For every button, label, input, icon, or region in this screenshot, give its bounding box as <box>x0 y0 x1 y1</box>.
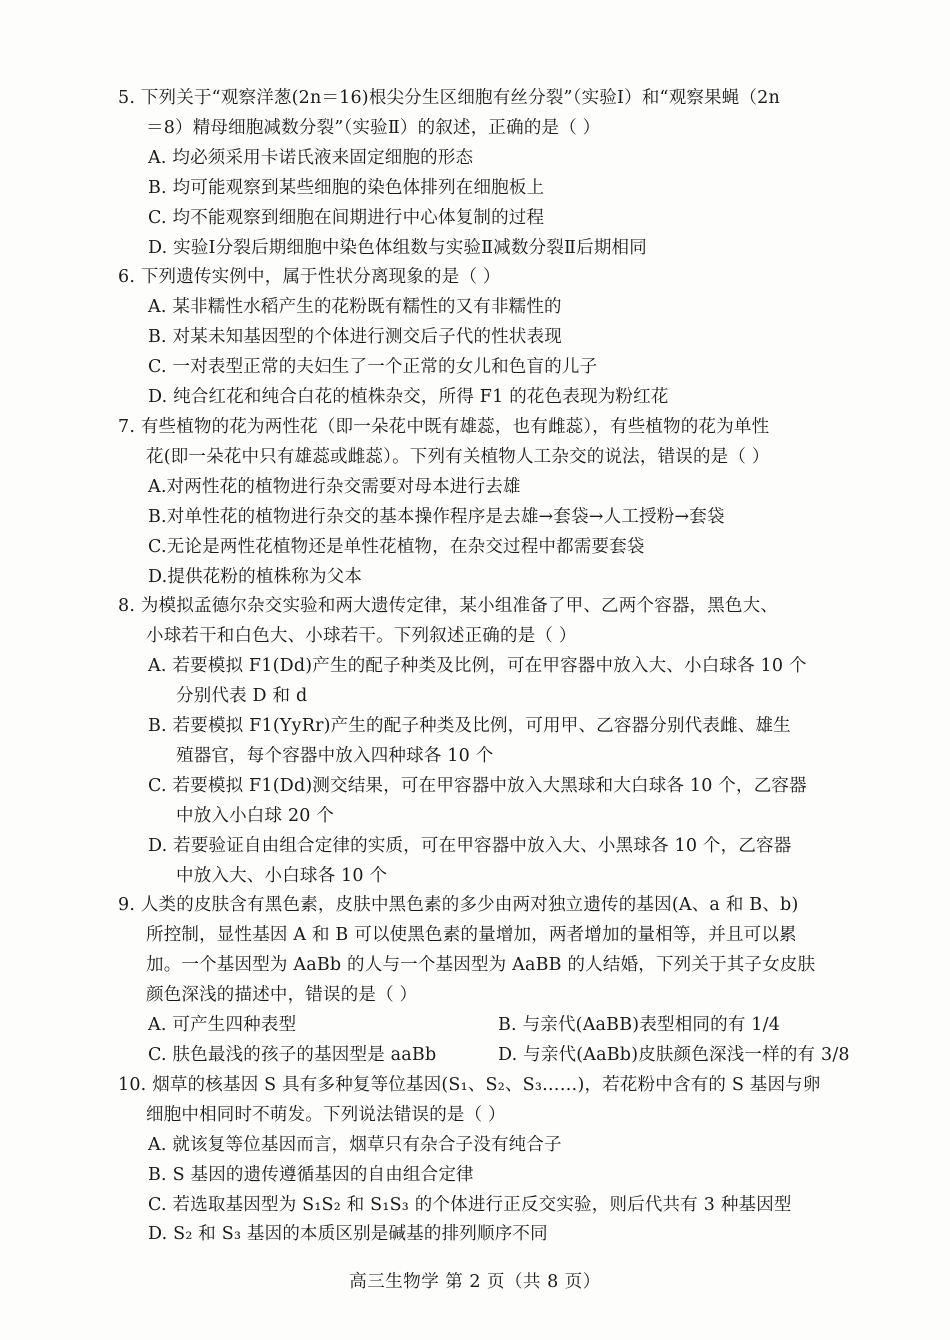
answer-option: D. S₂ 和 S₃ 基因的本质区别是碱基的排列顺序不同 <box>148 1224 548 1245</box>
answer-option: B.对单性花的植物进行杂交的基本操作程序是去雄→套袋→人工授粉→套袋 <box>148 506 725 527</box>
answer-option: C. 肤色最浅的孩子的基因型是 aaBb <box>148 1045 437 1065</box>
answer-option: 中放入小白球 20 个 <box>176 805 335 826</box>
answer-option: C. 若选取基因型为 S₁S₂ 和 S₁S₃ 的个体进行正反交实验，则后代共有 3 种基因型 <box>148 1194 792 1215</box>
question-8 <box>118 592 880 891</box>
question-stem-line: 9. 人类的皮肤含有黑色素，皮肤中黑色素的多少由两对独立遗传的基因(A、a 和 B、b) <box>118 895 799 916</box>
question-stem-line: 细胞中相同时不萌发。下列说法错误的是（ ） <box>146 1104 506 1125</box>
question-stem-line: 8. 为模拟孟德尔杂交实验和两大遗传定律，某小组准备了甲、乙两个容器，黑色大、 <box>118 596 779 617</box>
answer-option: A. 某非糯性水稻产生的花粉既有糯性的又有非糯性的 <box>148 297 562 318</box>
answer-option: B. 均可能观察到某些细胞的染色体排列在细胞板上 <box>148 177 545 198</box>
answer-option: D. 实验Ⅰ分裂后期细胞中染色体组数与实验Ⅱ减数分裂Ⅱ后期相同 <box>148 237 647 258</box>
answer-option: A. 可产生四种表型 <box>148 1015 297 1036</box>
question-10 <box>118 1071 880 1250</box>
answer-option: C.无论是两性花植物还是单性花植物，在杂交过程中都需要套袋 <box>148 536 645 557</box>
question-stem-line: 颜色深浅的描述中，错误的是（ ） <box>146 985 418 1006</box>
answer-option: D. 纯合红花和纯合白花的植株杂交，所得 F1 的花色表现为粉红花 <box>148 387 669 408</box>
question-stem-line: 加。一个基因型为 AaBb 的人与一个基因型为 AaBB 的人结婚，下列关于其子女皮肤 <box>146 955 816 976</box>
page-footer: 高三生物学 第 2 页（共 8 页） <box>349 1272 601 1292</box>
answer-option: C. 一对表型正常的夫妇生了一个正常的女儿和色盲的儿子 <box>148 357 598 378</box>
answer-option: D.提供花粉的植株称为父本 <box>148 566 363 587</box>
question-stem-line: ＝8）精母细胞减数分裂”（实验Ⅱ）的叙述，正确的是（ ） <box>146 117 601 138</box>
question-6 <box>118 263 880 413</box>
answer-option: 中放入大、小白球各 10 个 <box>176 865 388 886</box>
question-5 <box>118 84 880 263</box>
answer-option-row <box>118 1041 880 1071</box>
question-list <box>118 84 880 1250</box>
answer-option: A. 就该复等位基因而言，烟草只有杂合子没有纯合子 <box>148 1134 562 1155</box>
answer-option-row <box>118 1011 880 1041</box>
answer-option: D. 若要验证自由组合定律的实质，可在甲容器中放入大、小黑球各 10 个，乙容器 <box>148 835 792 856</box>
answer-option: B. 对某未知基因型的个体进行测交后子代的性状表现 <box>148 327 562 348</box>
answer-option: C. 均不能观察到细胞在间期进行中心体复制的过程 <box>148 207 545 228</box>
answer-option: A.对两性花的植物进行杂交需要对母本进行去雄 <box>148 476 521 497</box>
answer-option: A. 均必须采用卡诺氏液来固定细胞的形态 <box>148 147 474 168</box>
question-7 <box>118 413 880 592</box>
answer-option: A. 若要模拟 F1(Dd)产生的配子种类及比例，可在甲容器中放入大、小白球各 10 个 <box>148 656 807 677</box>
question-stem-line: 6. 下列遗传实例中，属于性状分离现象的是（ ） <box>118 267 501 288</box>
question-stem-line: 花(即一朵花中只有雄蕊或雌蕊）。下列有关植物人工杂交的说法，错误的是（ ） <box>146 446 770 467</box>
question-stem-line: 小球若干和白色大、小球若干。下列叙述正确的是（ ） <box>146 626 577 647</box>
question-stem-line: 7. 有些植物的花为两性花（即一朵花中既有雄蕊，也有雌蕊），有些植物的花为单性 <box>118 416 770 437</box>
answer-option: B. 若要模拟 F1(YyRr)产生的配子种类及比例，可用甲、乙容器分别代表雌、雄生 <box>148 716 791 737</box>
question-stem-line: 10. 烟草的核基因 S 具有多种复等位基因(S₁、S₂、S₃……)，若花粉中含有的 S 基因与卵 <box>118 1074 821 1095</box>
answer-option: D. 与亲代(AaBb)皮肤颜色深浅一样的有 3/8 <box>498 1045 850 1065</box>
answer-option: C. 若要模拟 F1(Dd)测交结果，可在甲容器中放入大黑球和大白球各 10 个，乙容器 <box>148 775 807 796</box>
question-9 <box>118 891 880 1070</box>
answer-option: B. 与亲代(AaBB)表型相同的有 1/4 <box>498 1015 781 1036</box>
question-stem-line: 5. 下列关于“观察洋葱(2n＝16)根尖分生区细胞有丝分裂”（实验Ⅰ）和“观察果蝇（2n <box>118 88 780 108</box>
answer-option: 分别代表 D 和 d <box>176 686 308 707</box>
answer-option: B. S 基因的遗传遵循基因的自由组合定律 <box>148 1164 474 1185</box>
question-stem-line: 所控制，显性基因 A 和 B 可以使黑色素的量增加，两者增加的量相等，并且可以累 <box>146 925 797 946</box>
answer-option: 殖器官，每个容器中放入四种球各 10 个 <box>176 745 494 766</box>
